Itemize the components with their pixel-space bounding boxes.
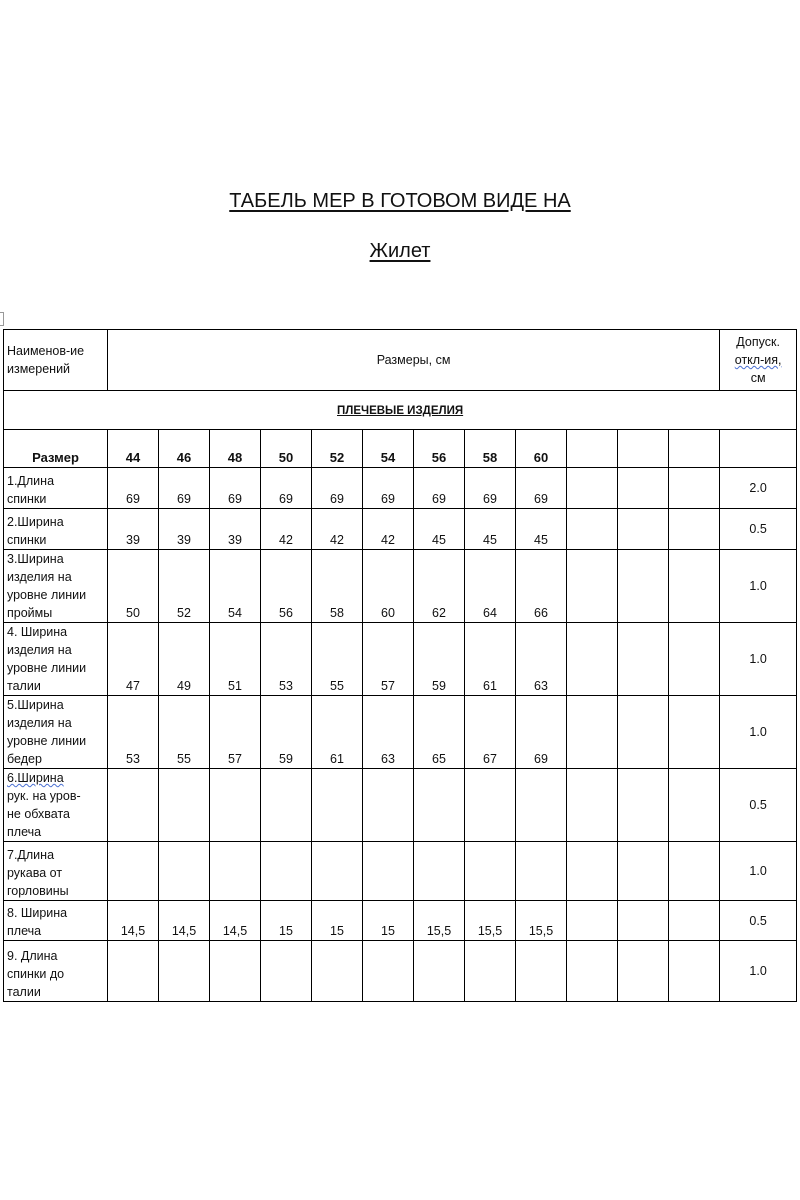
size-cell: 48 — [210, 430, 261, 468]
value-cell: 54 — [210, 550, 261, 623]
measure-name-line: 8. Ширина — [7, 906, 68, 920]
value-cell: 69 — [108, 468, 159, 509]
tolerance-cell: 1.0 — [720, 550, 797, 623]
measure-name-line: уровне линии — [7, 661, 87, 675]
value-cell: 61 — [465, 623, 516, 696]
size-cell: 50 — [261, 430, 312, 468]
measure-name-cell — [4, 842, 108, 901]
value-cell — [210, 941, 261, 1002]
section-row — [4, 391, 797, 430]
empty-cell — [618, 696, 669, 769]
value-cell: 50 — [108, 550, 159, 623]
measure-name-line: плеча — [7, 825, 42, 839]
value-cell: 60 — [363, 550, 414, 623]
measure-name-line: 5.Ширина — [7, 698, 64, 712]
empty-cell — [567, 769, 618, 842]
measure-name-cell — [4, 769, 108, 842]
header-row — [4, 330, 797, 391]
empty-cell — [567, 550, 618, 623]
size-cell: 56 — [414, 430, 465, 468]
value-cell — [516, 842, 567, 901]
measure-name-line: горловины — [7, 884, 69, 898]
empty-cell — [567, 468, 618, 509]
tolerance-cell: 0.5 — [720, 769, 797, 842]
value-cell — [414, 941, 465, 1002]
value-cell: 45 — [414, 509, 465, 550]
value-cell: 47 — [108, 623, 159, 696]
value-cell — [159, 842, 210, 901]
table-row — [4, 696, 797, 769]
value-cell: 65 — [414, 696, 465, 769]
empty-cell — [618, 901, 669, 941]
value-cell — [414, 842, 465, 901]
value-cell: 69 — [261, 468, 312, 509]
value-cell: 69 — [516, 696, 567, 769]
header-name-line-1: Наименов-ие — [7, 344, 85, 358]
header-name-line-2: измерений — [7, 362, 71, 376]
table-anchor-icon — [0, 312, 4, 326]
measure-name-line: плеча — [7, 924, 42, 938]
empty-cell — [669, 842, 720, 901]
table-row — [4, 842, 797, 901]
value-cell: 42 — [363, 509, 414, 550]
value-cell: 59 — [414, 623, 465, 696]
value-cell: 57 — [363, 623, 414, 696]
empty-cell — [618, 941, 669, 1002]
size-row-label: Размер — [32, 450, 79, 465]
value-cell: 39 — [108, 509, 159, 550]
table-row — [4, 941, 797, 1002]
value-cell — [210, 769, 261, 842]
measure-name-line: уровне линии — [7, 734, 87, 748]
value-cell: 15 — [312, 901, 363, 941]
value-cell — [516, 769, 567, 842]
empty-cell — [567, 842, 618, 901]
value-cell — [108, 941, 159, 1002]
value-cell: 57 — [210, 696, 261, 769]
empty-cell — [669, 769, 720, 842]
measure-name-line: бедер — [7, 752, 42, 766]
measure-name-line: талии — [7, 985, 41, 999]
empty-cell — [720, 430, 797, 468]
tolerance-cell: 1.0 — [720, 842, 797, 901]
tolerance-cell: 0.5 — [720, 901, 797, 941]
value-cell — [465, 842, 516, 901]
value-cell — [465, 941, 516, 1002]
empty-cell — [669, 509, 720, 550]
empty-cell — [618, 842, 669, 901]
header-tolerance-line-2: откл-ия, — [734, 353, 782, 367]
measure-name-line: спинки до — [7, 967, 65, 981]
value-cell — [363, 941, 414, 1002]
tolerance-cell: 2.0 — [720, 468, 797, 509]
value-cell: 55 — [312, 623, 363, 696]
value-cell — [312, 941, 363, 1002]
measure-name-line: рук. на уров- — [7, 789, 81, 803]
empty-cell — [669, 696, 720, 769]
value-cell — [108, 769, 159, 842]
measure-name-line: не обхвата — [7, 807, 70, 821]
header-tolerance-cell — [720, 330, 797, 391]
empty-cell — [669, 901, 720, 941]
value-cell: 69 — [210, 468, 261, 509]
value-cell: 62 — [414, 550, 465, 623]
header-sizes-cell: Размеры, см — [108, 330, 720, 391]
measure-name-line: талии — [7, 679, 41, 693]
empty-cell — [618, 509, 669, 550]
document-title: ТАБЕЛЬ МЕР В ГОТОВОМ ВИДЕ НА — [229, 190, 571, 212]
empty-cell — [618, 623, 669, 696]
empty-cell — [669, 623, 720, 696]
measure-name-line: спинки — [7, 533, 47, 547]
empty-cell — [669, 430, 720, 468]
measure-name-line: изделия на — [7, 643, 72, 657]
size-row — [4, 430, 797, 468]
measure-name-cell — [4, 623, 108, 696]
empty-cell — [618, 550, 669, 623]
empty-cell — [567, 430, 618, 468]
value-cell — [261, 842, 312, 901]
size-cell: 54 — [363, 430, 414, 468]
value-cell: 15 — [261, 901, 312, 941]
header-tolerance-line-1: Допуск. — [736, 335, 780, 349]
header-tolerance-line-3: см — [750, 371, 766, 385]
measure-name-cell — [4, 509, 108, 550]
value-cell: 63 — [516, 623, 567, 696]
value-cell — [261, 941, 312, 1002]
empty-cell — [669, 941, 720, 1002]
value-cell: 53 — [108, 696, 159, 769]
empty-cell — [567, 901, 618, 941]
value-cell — [159, 941, 210, 1002]
value-cell — [414, 769, 465, 842]
value-cell: 67 — [465, 696, 516, 769]
empty-cell — [567, 623, 618, 696]
empty-cell — [618, 468, 669, 509]
value-cell — [516, 941, 567, 1002]
value-cell: 69 — [465, 468, 516, 509]
value-cell: 64 — [465, 550, 516, 623]
measure-name-line: рукава от — [7, 866, 63, 880]
value-cell: 39 — [159, 509, 210, 550]
measure-name-line: 4. Ширина — [7, 625, 68, 639]
size-cell: 58 — [465, 430, 516, 468]
measure-name-line: 9. Длина — [7, 949, 58, 963]
tolerance-cell: 0.5 — [720, 509, 797, 550]
value-cell: 45 — [516, 509, 567, 550]
value-cell: 15,5 — [414, 901, 465, 941]
value-cell: 69 — [414, 468, 465, 509]
section-cell — [4, 391, 797, 430]
empty-cell — [567, 696, 618, 769]
empty-cell — [669, 468, 720, 509]
measure-name-cell — [4, 941, 108, 1002]
table-row — [4, 901, 797, 941]
table-row — [4, 769, 797, 842]
value-cell: 39 — [210, 509, 261, 550]
size-cell: 60 — [516, 430, 567, 468]
empty-cell — [618, 430, 669, 468]
value-cell: 42 — [261, 509, 312, 550]
value-cell — [363, 769, 414, 842]
value-cell: 58 — [312, 550, 363, 623]
table-row — [4, 468, 797, 509]
value-cell: 14,5 — [210, 901, 261, 941]
tolerance-cell: 1.0 — [720, 941, 797, 1002]
value-cell: 61 — [312, 696, 363, 769]
value-cell: 69 — [363, 468, 414, 509]
measure-name-line: 1.Длина — [7, 474, 55, 488]
measure-name-line: изделия на — [7, 716, 72, 730]
value-cell: 15 — [363, 901, 414, 941]
section-label: ПЛЕЧЕВЫЕ ИЗДЕЛИЯ — [337, 404, 464, 417]
value-cell: 59 — [261, 696, 312, 769]
value-cell: 63 — [363, 696, 414, 769]
document-subtitle: Жилет — [369, 240, 431, 262]
measure-name-cell — [4, 901, 108, 941]
value-cell — [108, 842, 159, 901]
empty-cell — [567, 941, 618, 1002]
value-cell: 42 — [312, 509, 363, 550]
size-row-label-cell — [4, 430, 108, 468]
value-cell — [261, 769, 312, 842]
tolerance-cell: 1.0 — [720, 696, 797, 769]
table-row — [4, 550, 797, 623]
measure-name-cell — [4, 468, 108, 509]
measurements-table — [3, 329, 797, 1002]
measure-name-cell — [4, 550, 108, 623]
measure-name-line: 6.Ширина — [7, 771, 64, 785]
size-cell: 52 — [312, 430, 363, 468]
value-cell — [159, 769, 210, 842]
value-cell: 55 — [159, 696, 210, 769]
value-cell — [210, 842, 261, 901]
value-cell: 45 — [465, 509, 516, 550]
measure-name-cell — [4, 696, 108, 769]
size-cell: 46 — [159, 430, 210, 468]
empty-cell — [618, 769, 669, 842]
table-row — [4, 509, 797, 550]
value-cell: 15,5 — [516, 901, 567, 941]
measure-name-line: 2.Ширина — [7, 515, 64, 529]
value-cell: 69 — [312, 468, 363, 509]
value-cell: 52 — [159, 550, 210, 623]
size-cell: 44 — [108, 430, 159, 468]
empty-cell — [669, 550, 720, 623]
tolerance-cell: 1.0 — [720, 623, 797, 696]
value-cell: 49 — [159, 623, 210, 696]
table-row — [4, 623, 797, 696]
value-cell: 14,5 — [159, 901, 210, 941]
value-cell: 53 — [261, 623, 312, 696]
value-cell — [312, 842, 363, 901]
value-cell: 66 — [516, 550, 567, 623]
header-name-cell — [4, 330, 108, 391]
value-cell — [312, 769, 363, 842]
value-cell: 56 — [261, 550, 312, 623]
measure-name-line: спинки — [7, 492, 47, 506]
value-cell: 69 — [516, 468, 567, 509]
measure-name-line: уровне линии — [7, 588, 87, 602]
value-cell: 15,5 — [465, 901, 516, 941]
measure-name-line: 7.Длина — [7, 848, 55, 862]
empty-cell — [567, 509, 618, 550]
value-cell: 14,5 — [108, 901, 159, 941]
measure-name-line: 3.Ширина — [7, 552, 64, 566]
measure-name-line: изделия на — [7, 570, 72, 584]
value-cell: 69 — [159, 468, 210, 509]
value-cell — [363, 842, 414, 901]
measure-name-line: проймы — [7, 606, 53, 620]
value-cell: 51 — [210, 623, 261, 696]
value-cell — [465, 769, 516, 842]
